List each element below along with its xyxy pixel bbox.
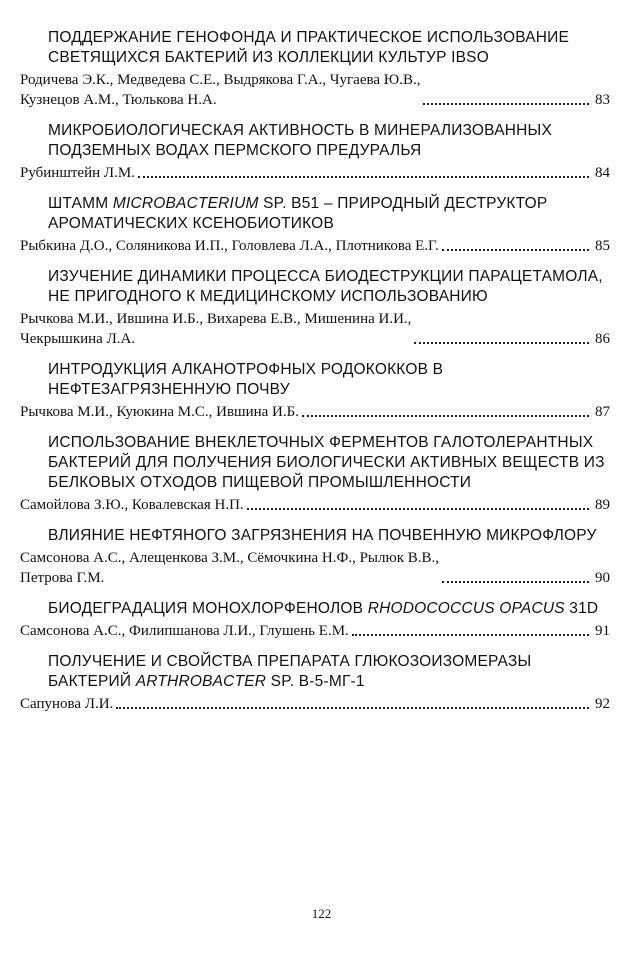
toc-entry-page-number: 83 [595,92,610,108]
title-segment: БИОДЕГРАДАЦИЯ МОНОХЛОРФЕНОЛОВ [48,600,368,617]
toc-entry-page-number: 85 [595,238,610,254]
toc-entry-authors-row [20,694,610,714]
title-segment: ПОДДЕРЖАНИЕ ГЕНОФОНДА И ПРАКТИЧЕСКОЕ ИСПОЛЬЗОВАНИЕ СВЕТЯЩИХСЯ БАКТЕРИЙ ИЗ КОЛЛЕКЦИИ КУЛЬТУР IBSO [48,29,570,66]
toc-entry [20,121,610,183]
title-segment: 31D [564,600,599,617]
toc-entry-page-number: 92 [595,696,610,712]
title-segment: ПОЛУЧЕНИЕ И СВОЙСТВА ПРЕПАРАТА ГЛЮКОЗОИЗОМЕРАЗЫ БАКТЕРИЙ [48,653,532,690]
dot-leader [442,581,589,583]
toc-entry-page-number: 91 [595,623,610,639]
toc-entry-title [20,652,610,692]
toc-entry-authors: Рычкова М.И., Ившина И.Б., Вихарева Е.В., Мишенина И.И., Чекрышкина Л.А. [20,311,412,347]
toc-entry-title [20,267,610,307]
toc-entry-title [20,28,610,68]
toc-entry-authors: Самойлова З.Ю., Ковалевская Н.П. [20,497,244,513]
toc-entry-authors: Сапунова Л.И. [20,696,114,712]
toc-entry-authors-row [20,621,610,641]
toc-entry-page-number: 87 [595,404,610,420]
toc-entry-authors: Самсонова А.С., Алещенкова З.М., Сёмочкина Н.Ф., Рылюк В.В., Петрова Г.М. [20,550,440,586]
toc-entry [20,267,610,349]
toc-entry-page-number: 90 [595,570,610,586]
toc-entry-authors: Самсонова А.С., Филипшанова Л.И., Глушень Е.М. [20,623,349,639]
table-of-contents [20,28,610,725]
toc-entry-title [20,599,610,619]
title-segment: ИЗУЧЕНИЕ ДИНАМИКИ ПРОЦЕССА БИОДЕСТРУКЦИИ ПАРАЦЕТАМОЛА, НЕ ПРИГОДНОГО К МЕДИЦИНСКОМУ ИСПОЛЬЗОВАНИЮ [48,268,603,305]
toc-entry-page-number: 86 [595,331,610,347]
title-segment: ИНТРОДУКЦИЯ АЛКАНОТРОФНЫХ РОДОКОККОВ В НЕФТЕЗАГРЯЗНЕННУЮ ПОЧВУ [48,361,444,398]
toc-entry-authors-row [20,548,610,588]
toc-entry-authors-row [20,309,610,349]
title-italic-segment: MICROBACTERIUM [112,195,259,212]
toc-entry-authors-row [20,236,610,256]
page-number-footer: 122 [311,906,332,921]
toc-entry-title [20,360,610,400]
toc-entry-page-number: 84 [595,165,610,181]
toc-entry-authors: Рычкова М.И., Куюкина М.С., Ившина И.Б. [20,404,300,420]
title-segment: SP. В-5-МГ-1 [266,673,365,690]
toc-entry-title [20,526,610,546]
toc-entry-authors-row [20,495,610,515]
title-italic-segment: RHODOCOCCUS OPACUS [367,600,565,617]
dot-leader [352,634,589,636]
toc-entry-authors: Рубинштейн Л.М. [20,165,135,181]
toc-entry-title [20,121,610,161]
toc-entry-authors-row [20,70,610,110]
toc-entry [20,526,610,588]
toc-entry-authors: Рыбкина Д.О., Соляникова И.П., Головлева Л.А., Плотникова Е.Г. [20,238,439,254]
dot-leader [247,508,589,510]
dot-leader [423,103,589,105]
dot-leader [414,342,589,344]
title-segment: ВЛИЯНИЕ НЕФТЯНОГО ЗАГРЯЗНЕНИЯ НА ПОЧВЕННУЮ МИКРОФЛОРУ [48,527,597,544]
toc-entry-authors: Родичева Э.К., Медведева С.Е., Выдрякова Г.А., Чугаева Ю.В., Кузнецов А.М., Тюлькова Н.А. [20,72,421,108]
dot-leader [302,415,589,417]
toc-entry-authors-row [20,163,610,183]
toc-entry [20,28,610,110]
toc-entry-page-number: 89 [595,497,610,513]
toc-entry-title [20,194,610,234]
toc-entry-title [20,433,610,493]
title-segment: МИКРОБИОЛОГИЧЕСКАЯ АКТИВНОСТЬ В МИНЕРАЛИЗОВАННЫХ ПОДЗЕМНЫХ ВОДАХ ПЕРМСКОГО ПРЕДУРАЛЬЯ [48,122,552,159]
dot-leader [442,249,589,251]
title-italic-segment: ARTHROBACTER [135,673,267,690]
toc-entry [20,433,610,515]
title-segment: ШТАММ [48,195,113,212]
title-segment: ИСПОЛЬЗОВАНИЕ ВНЕКЛЕТОЧНЫХ ФЕРМЕНТОВ ГАЛОТОЛЕРАНТНЫХ БАКТЕРИЙ ДЛЯ ПОЛУЧЕНИЯ БИОЛОГИЧЕСКИ АКТИВНЫХ ВЕЩЕСТВ ИЗ БЕЛКОВЫХ ОТХОДОВ ПИЩЕВОЙ ПРОМЫШЛЕННОСТИ [48,434,605,491]
toc-entry [20,360,610,422]
toc-entry [20,652,610,714]
dot-leader [138,176,589,178]
toc-entry [20,599,610,641]
dot-leader [116,707,589,709]
title-segment: SP. B51 – ПРИРОДНЫЙ ДЕСТРУКТОР АРОМАТИЧЕСКИХ КСЕНОБИОТИКОВ [48,195,548,232]
toc-entry [20,194,610,256]
toc-entry-authors-row [20,402,610,422]
